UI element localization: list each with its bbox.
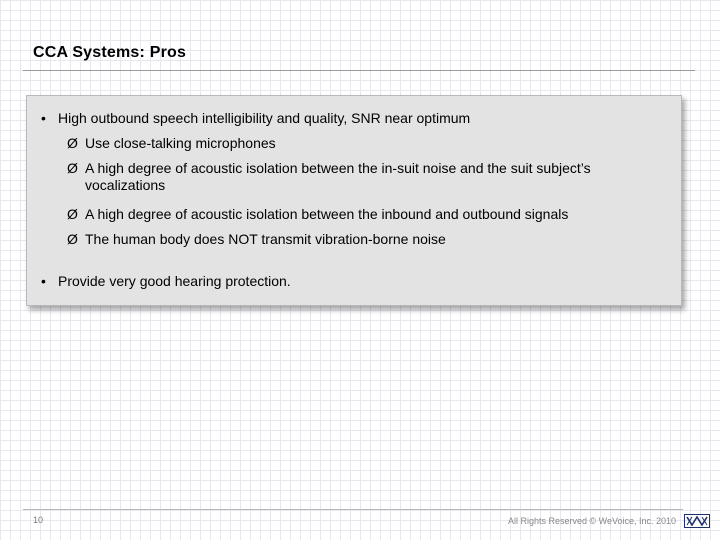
arrow-marker: Ø: [67, 160, 78, 176]
sub-item: [67, 160, 667, 194]
bullet-marker: •: [41, 110, 46, 126]
bullet-text: Provide very good hearing protection.: [58, 273, 291, 289]
footer-divider: [23, 509, 683, 510]
bullet-text: High outbound speech intelligibility and quality, SNR near optimum: [58, 110, 471, 126]
title-divider: [23, 70, 695, 71]
sub-item: [67, 135, 667, 152]
bullet-item: [41, 273, 291, 290]
bullet-marker: •: [41, 273, 46, 289]
page-number: 10: [33, 515, 44, 525]
content-box: [26, 95, 682, 306]
arrow-marker: Ø: [67, 135, 78, 151]
wevoice-logo-icon: [684, 514, 710, 528]
sub-item: [67, 231, 667, 248]
sub-item-text: The human body does NOT transmit vibration-borne noise: [85, 231, 446, 247]
slide-title: CCA Systems: Pros: [33, 44, 187, 61]
arrow-marker: Ø: [67, 206, 78, 222]
copyright-text: All Rights Reserved © WeVoice, Inc. 2010: [507, 516, 676, 526]
sub-item-text: A high degree of acoustic isolation between the inbound and outbound signals: [85, 206, 569, 222]
bullet-item: [41, 110, 470, 127]
sub-item: [67, 206, 667, 223]
sub-item-text: Use close-talking microphones: [85, 135, 276, 151]
sub-item-text: A high degree of acoustic isolation between the in-suit noise and the suit subject’s vocalizations: [85, 160, 591, 193]
arrow-marker: Ø: [67, 231, 78, 247]
